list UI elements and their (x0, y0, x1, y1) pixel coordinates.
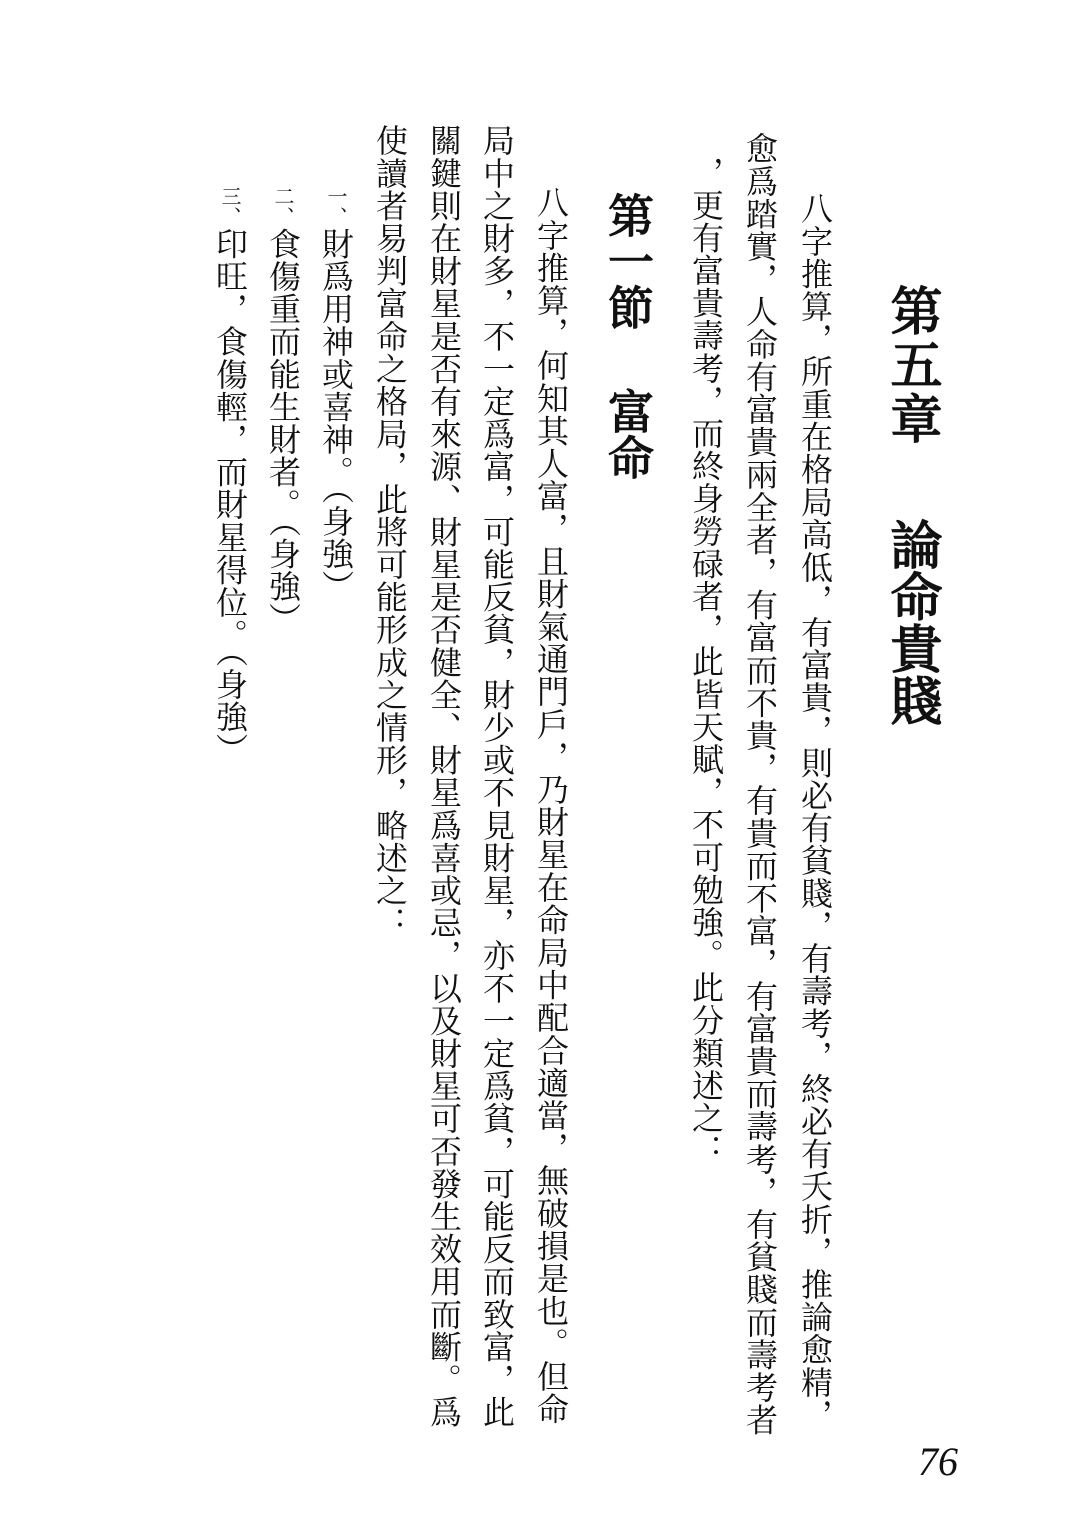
chapter-number: 第五章 (881, 284, 941, 446)
list-item (258, 186, 308, 635)
list-item-text: 印旺，食傷輕，而財星得位。（身強） (211, 227, 249, 766)
list-item (311, 186, 361, 602)
section-body-line: 八字推算，何知其人富，且財氣通門戶，乃財星在命局中配合適當，無破損是也。但命 (532, 186, 570, 1425)
page-number: 76 (918, 1439, 958, 1484)
intro-line: ，更有富貴壽考，而終身勞碌者，此皆天賦，不可勉強。此分類述之： (687, 156, 725, 1167)
list-marker: 一、 (324, 186, 348, 228)
section-number: 第一節 (601, 192, 655, 330)
section-body-line: 局中之財多，不一定爲富，可能反貧，財少或不見財星，亦不一定爲貧，可能反而致富，此 (478, 124, 516, 1428)
list-item-text: 財爲用神或喜神。（身強） (317, 227, 355, 603)
list-marker: 三、 (218, 186, 242, 228)
list-item (205, 186, 255, 765)
list-marker: 二、 (271, 186, 295, 228)
section-title (598, 192, 658, 480)
chapter-name: 論命貴賤 (881, 518, 941, 726)
section-body-line: 關鍵則在財星是否有來源、財星是否健全、財星爲喜或忌，以及財星可否發生效用而斷。爲 (425, 124, 463, 1428)
section-name: 富命 (601, 388, 655, 480)
section-body-line: 使讀者易判富命之格局，此將可能形成之情形，略述之： (371, 124, 409, 939)
list-item-text: 食傷重而能生財者。（身強） (264, 227, 302, 636)
intro-line: 愈爲踏實，人命有富貴兩全者，有富而不貴，有貴而不富，有富貴而壽考，有貧賤而壽考者 (741, 132, 779, 1436)
intro-line: 八字推算，所重在格局高低，有富貴，則必有貧賤，有壽考，終必有夭折，推論愈精， (796, 192, 834, 1431)
chapter-title (880, 284, 942, 726)
